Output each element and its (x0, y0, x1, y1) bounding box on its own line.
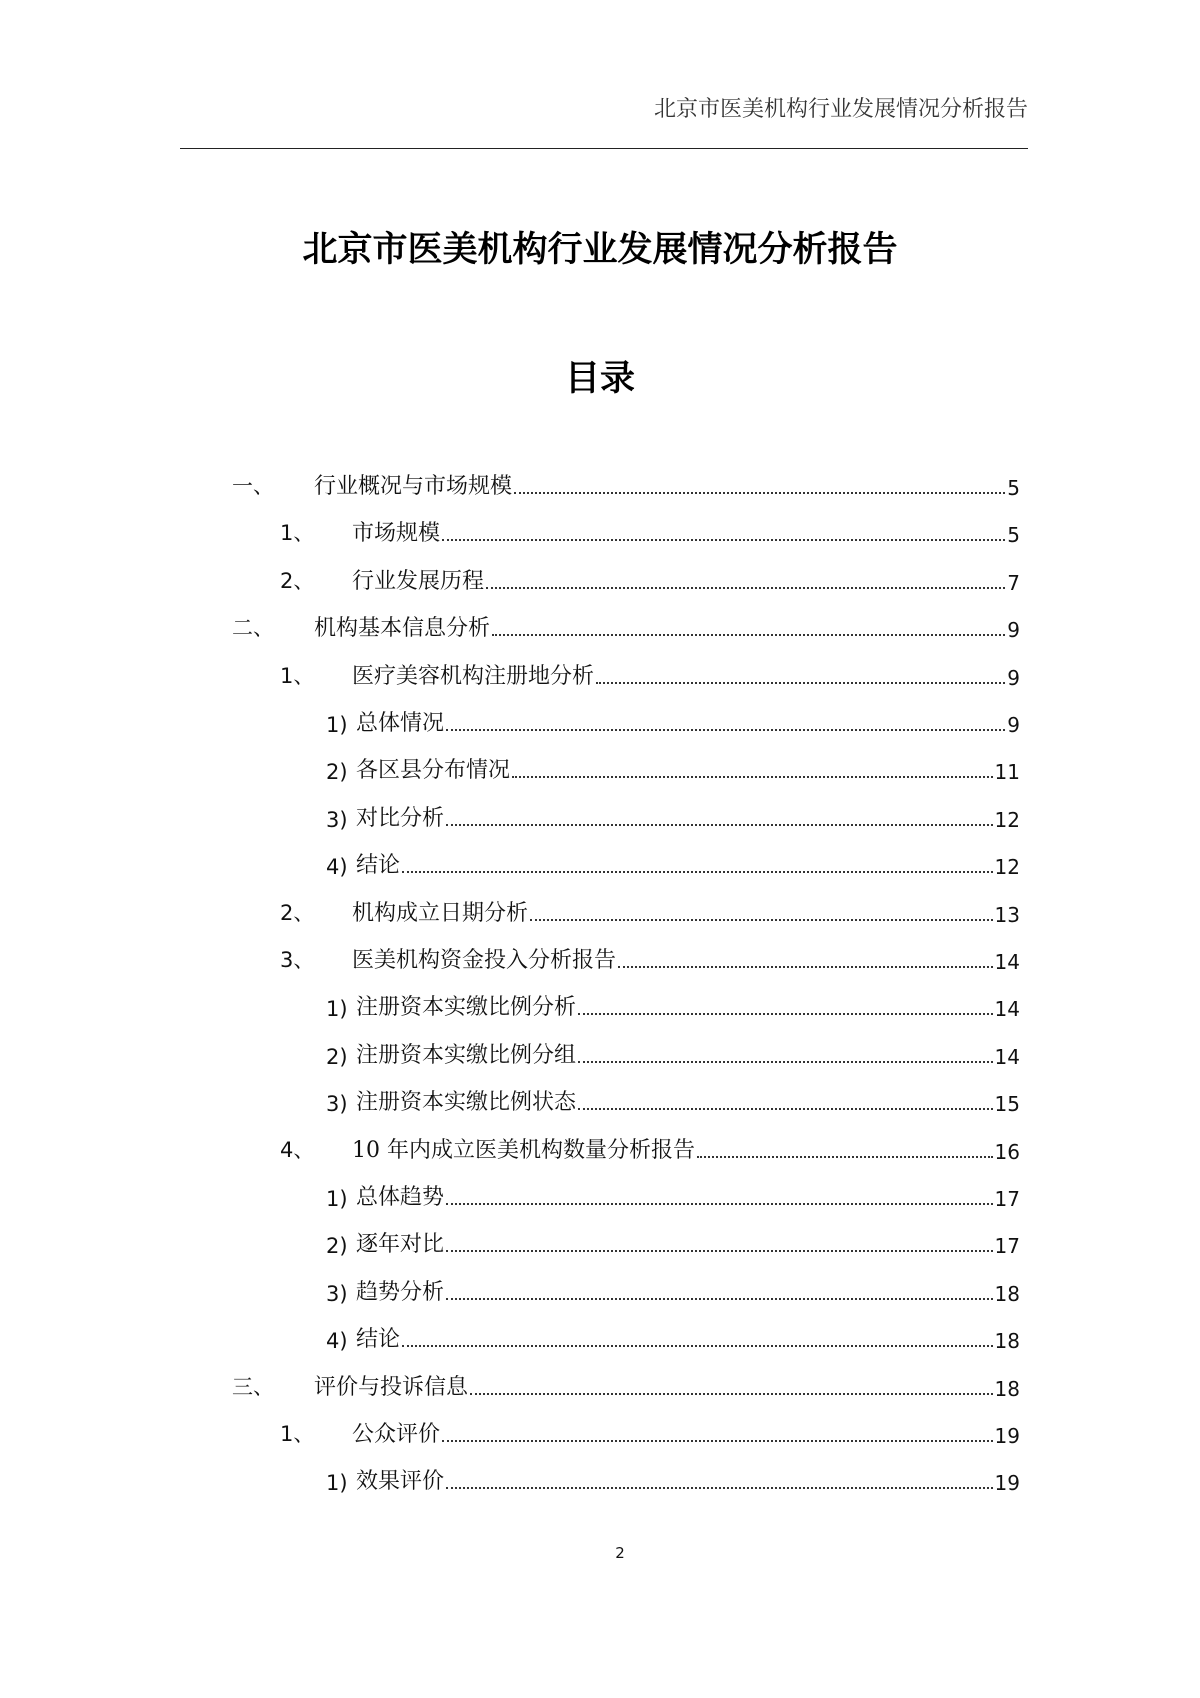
toc-entry-number: 1、 (280, 521, 315, 545)
toc-entry-number: 三、 (232, 1375, 274, 1399)
toc-entry-number: 二、 (232, 616, 274, 640)
toc-entry-title: 医疗美容机构注册地分析 (352, 664, 595, 689)
toc-entry-page: 9 (1007, 618, 1020, 642)
toc-dot-leader (446, 824, 993, 826)
toc-entry[interactable] (326, 1276, 1020, 1306)
toc-entry-page: 18 (994, 1282, 1020, 1306)
toc-entry-number: 3、 (280, 948, 315, 972)
toc-entry-title: 机构基本信息分析 (314, 616, 491, 641)
toc-entry[interactable] (280, 944, 1020, 974)
toc-entry[interactable] (326, 1086, 1020, 1116)
running-header: 北京市医美机构行业发展情况分析报告 (653, 97, 1028, 122)
toc-entry-number: 3) (326, 1282, 348, 1306)
toc-dot-leader (446, 1487, 993, 1489)
toc-dot-leader (402, 871, 993, 873)
toc-entry-page: 19 (994, 1471, 1020, 1495)
toc-entry-page: 14 (994, 997, 1020, 1021)
toc-entry-page: 14 (994, 950, 1020, 974)
toc-dot-leader (514, 492, 1005, 494)
toc-heading: 目录 (564, 359, 635, 399)
toc-entry[interactable] (280, 517, 1020, 547)
toc-entry-title: 趋势分析 (356, 1280, 445, 1305)
toc-dot-leader (442, 1440, 993, 1442)
toc-dot-leader (492, 634, 1005, 636)
toc-entry-number: 2) (326, 1234, 348, 1258)
toc-dot-leader (470, 1393, 993, 1395)
toc-entry-title: 注册资本实缴比例分组 (356, 1043, 577, 1068)
toc-entry[interactable] (326, 754, 1020, 784)
toc-entry-title: 行业概况与市场规模 (314, 474, 513, 499)
toc-dot-leader (530, 919, 993, 921)
toc-entry-page: 14 (994, 1045, 1020, 1069)
toc-entry-page: 18 (994, 1329, 1020, 1353)
toc-entry-number: 1) (326, 1187, 348, 1211)
toc-dot-leader (442, 539, 1005, 541)
toc-entry-page: 5 (1007, 523, 1020, 547)
toc-entry-number: 1、 (280, 1422, 315, 1446)
toc-entry-title: 医美机构资金投入分析报告 (352, 948, 617, 973)
toc-entry[interactable] (280, 565, 1020, 595)
toc-entry-number: 4) (326, 1329, 348, 1353)
toc-entry-page: 16 (994, 1140, 1020, 1164)
toc-dot-leader (446, 1298, 993, 1300)
toc-dot-leader (512, 776, 993, 778)
document-title: 北京市医美机构行业发展情况分析报告 (302, 230, 898, 270)
toc-entry-page: 19 (994, 1424, 1020, 1448)
toc-dot-leader (486, 587, 1005, 589)
toc-dot-leader (446, 729, 1005, 731)
toc-entry-title: 结论 (356, 853, 401, 878)
toc-entry[interactable] (232, 612, 1020, 642)
toc-entry-title: 各区县分布情况 (356, 758, 511, 783)
toc-entry-title: 行业发展历程 (352, 569, 485, 594)
toc-entry-number: 4) (326, 855, 348, 879)
toc-dot-leader (578, 1108, 993, 1110)
toc-entry[interactable] (326, 1228, 1020, 1258)
toc-entry[interactable] (280, 1134, 1020, 1164)
toc-entry-title: 逐年对比 (356, 1232, 445, 1257)
toc-entry[interactable] (326, 1323, 1020, 1353)
toc-entry[interactable] (232, 1371, 1020, 1401)
toc-entry-number: 3) (326, 808, 348, 832)
toc-entry[interactable] (326, 991, 1020, 1021)
toc-entry-title: 机构成立日期分析 (352, 901, 529, 926)
toc-entry-title: 总体情况 (356, 711, 445, 736)
toc-entry[interactable] (280, 660, 1020, 690)
toc-entry[interactable] (326, 1039, 1020, 1069)
toc-entry-title: 注册资本实缴比例状态 (356, 1090, 577, 1115)
toc-entry-page: 11 (994, 760, 1020, 784)
toc-entry-title: 10 年内成立医美机构数量分析报告 (352, 1138, 695, 1163)
toc-entry[interactable] (280, 897, 1020, 927)
toc-entry-number: 1) (326, 997, 348, 1021)
toc-dot-leader (618, 966, 993, 968)
toc-entry-title: 公众评价 (352, 1422, 441, 1447)
toc-entry-page: 9 (1007, 666, 1020, 690)
toc-entry-number: 3) (326, 1092, 348, 1116)
toc-entry-number: 2、 (280, 569, 315, 593)
toc-entry-page: 5 (1007, 476, 1020, 500)
toc-entry-title: 结论 (356, 1327, 401, 1352)
toc-entry[interactable] (326, 1465, 1020, 1495)
toc-entry-number: 2、 (280, 901, 315, 925)
toc-entry[interactable] (280, 1418, 1020, 1448)
toc-dot-leader (446, 1203, 993, 1205)
toc-entry-number: 2) (326, 1045, 348, 1069)
toc-entry[interactable] (326, 707, 1020, 737)
toc-entry-title: 市场规模 (352, 521, 441, 546)
toc-dot-leader (697, 1156, 993, 1158)
toc-entry-page: 7 (1007, 571, 1020, 595)
toc-entry-title: 评价与投诉信息 (314, 1375, 469, 1400)
toc-entry-page: 17 (994, 1234, 1020, 1258)
toc-entry-number: 一、 (232, 474, 274, 498)
toc-entry-number: 1) (326, 1471, 348, 1495)
toc-entry-title: 对比分析 (356, 806, 445, 831)
toc-dot-leader (578, 1061, 993, 1063)
toc-entry-page: 18 (994, 1377, 1020, 1401)
toc-entry-page: 13 (994, 903, 1020, 927)
toc-entry[interactable] (326, 849, 1020, 879)
toc-entry-number: 4、 (280, 1138, 315, 1162)
toc-dot-leader (446, 1250, 993, 1252)
toc-entry-title: 总体趋势 (356, 1185, 445, 1210)
toc-dot-leader (578, 1013, 993, 1015)
page-number: 2 (615, 1544, 625, 1562)
toc-dot-leader (596, 682, 1005, 684)
toc-entry-title: 效果评价 (356, 1469, 445, 1494)
toc-entry-number: 1) (326, 713, 348, 737)
toc-dot-leader (402, 1345, 993, 1347)
toc-entry-number: 2) (326, 760, 348, 784)
toc-entry-title: 注册资本实缴比例分析 (356, 995, 577, 1020)
toc-entry-page: 17 (994, 1187, 1020, 1211)
toc-entry[interactable] (232, 470, 1020, 500)
toc-entry-page: 9 (1007, 713, 1020, 737)
toc-entry-page: 12 (994, 808, 1020, 832)
toc-entry[interactable] (326, 802, 1020, 832)
toc-entry-number: 1、 (280, 664, 315, 688)
toc-entry-page: 15 (994, 1092, 1020, 1116)
toc-entry[interactable] (326, 1181, 1020, 1211)
toc-entry-page: 12 (994, 855, 1020, 879)
